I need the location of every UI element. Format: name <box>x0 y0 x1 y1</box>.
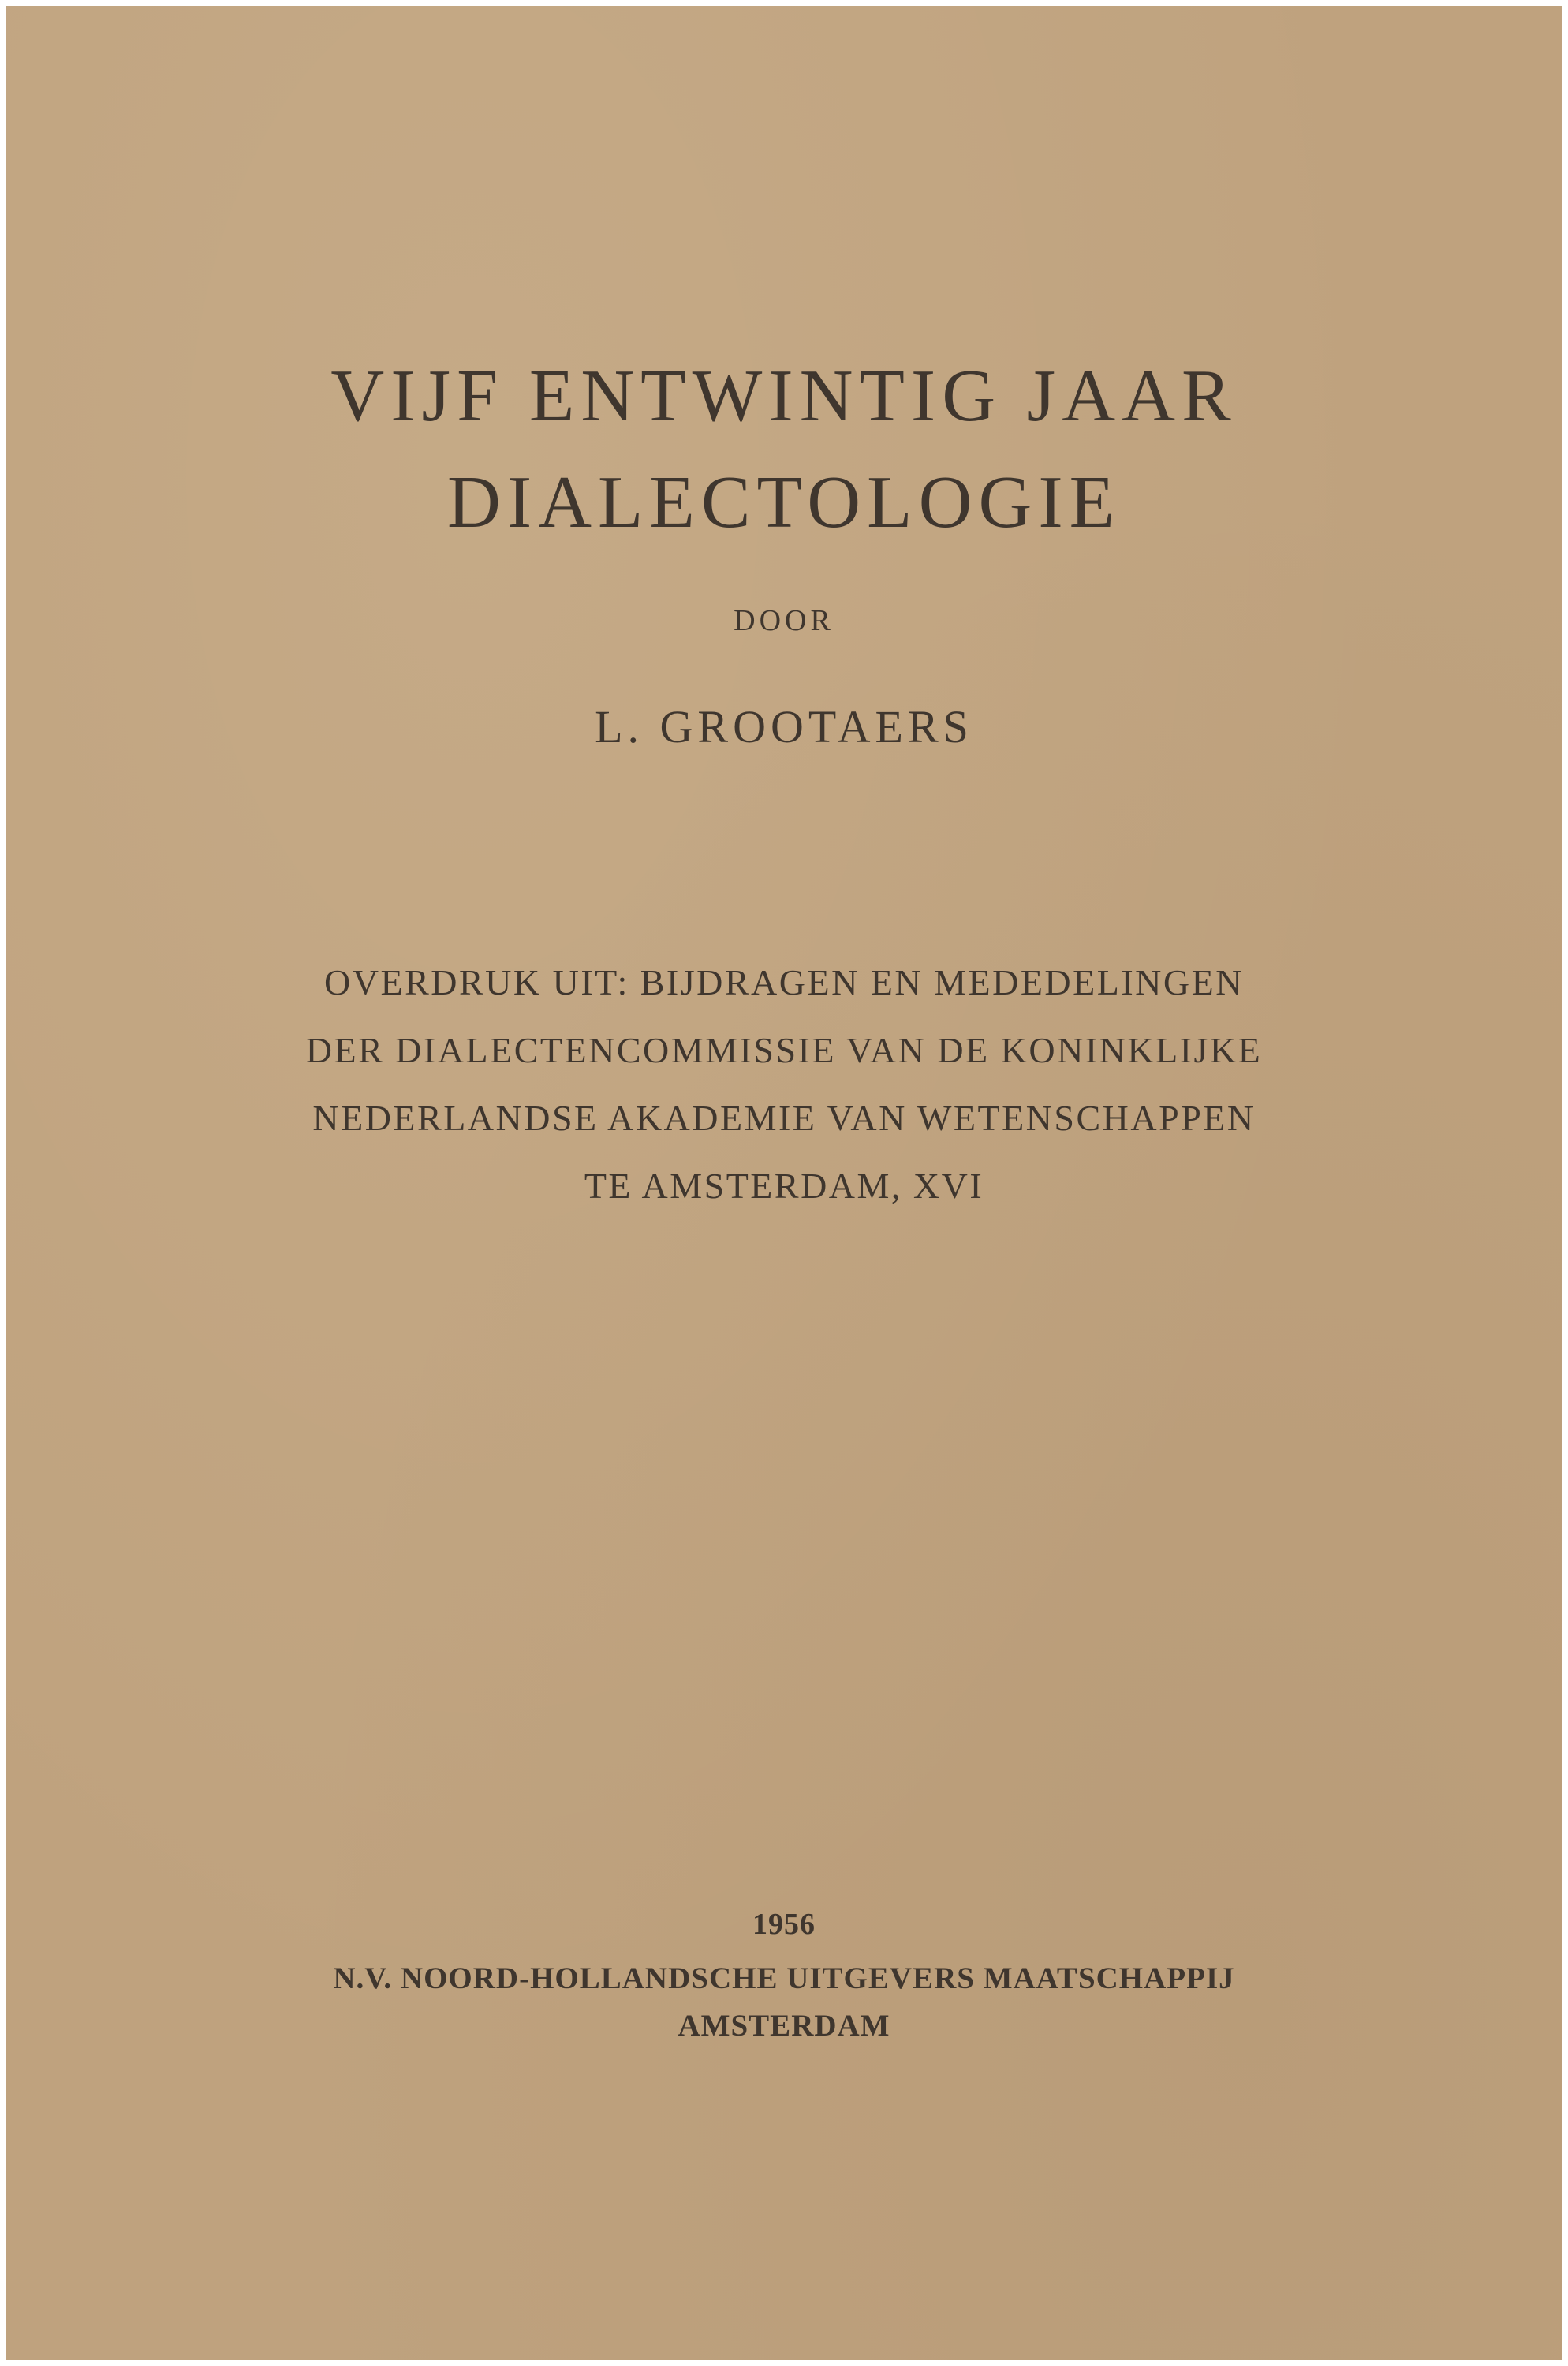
offprint-line: OVERDRUK UIT: BIJDRAGEN EN MEDEDELINGEN <box>324 962 1244 1002</box>
by-line: DOOR <box>734 604 834 637</box>
publisher-name: N.V. NOORD-HOLLANDSCHE UITGEVERS MAATSCHAPPIJ <box>333 1961 1235 1995</box>
title-line-2: DIALECTOLOGIE <box>446 461 1122 543</box>
publisher-city: AMSTERDAM <box>678 2009 890 2043</box>
publication-year: 1956 <box>752 1908 816 1941</box>
offprint-line: TE AMSTERDAM, XVI <box>584 1166 984 1206</box>
offprint-line: NEDERLANDSE AKADEMIE VAN WETENSCHAPPEN <box>312 1098 1256 1138</box>
book-cover <box>6 6 1562 2360</box>
offprint-notice <box>6 949 1562 1220</box>
offprint-line: DER DIALECTENCOMMISSIE VAN DE KONINKLIJKE <box>305 1030 1263 1070</box>
title-line-1: VIJF ENTWINTIG JAAR <box>330 355 1238 437</box>
author-name: L. GROOTAERS <box>595 701 973 752</box>
